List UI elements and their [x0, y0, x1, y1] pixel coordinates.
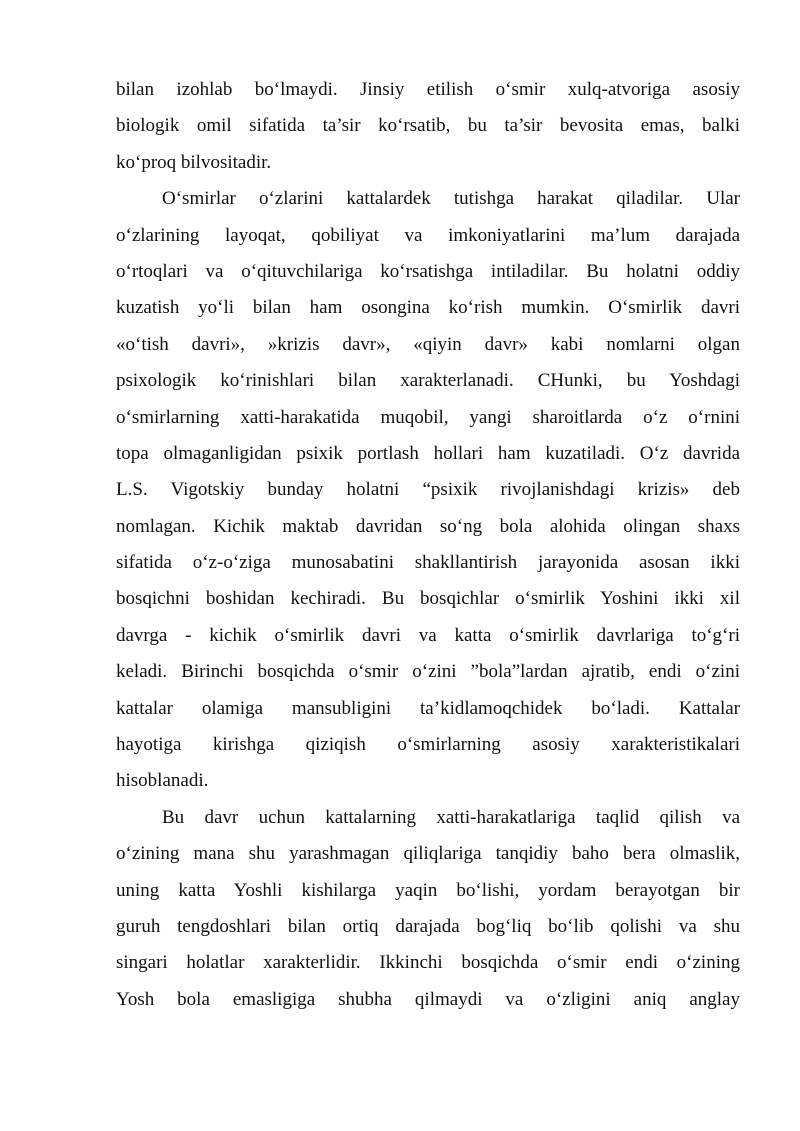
text-line: hayotiga kirishga qiziqish o‘smirlarning asosiy xarakteristikalari: [116, 734, 740, 756]
paragraph: [116, 800, 740, 1018]
text-line: O‘smirlar o‘zlarini kattalardek tutishga harakat qiladilar. Ular: [162, 188, 740, 210]
text-line: kattalar olamiga mansubligini ta’kidlamoqchidek bo‘ladi. Kattalar: [116, 697, 740, 719]
text-line: topa olmaganligidan psixik portlash hollari ham kuzatiladi. O‘z davrida: [116, 442, 740, 464]
text-line: bilan izohlab bo‘lmaydi. Jinsiy etilish o‘smir xulq-atvoriga asosiy: [116, 79, 740, 100]
text-line: keladi. Birinchi bosqichda o‘smir o‘zini ”bola”lardan ajratib, endi o‘zini: [116, 661, 740, 683]
document-body: [116, 72, 740, 1018]
text-line: o‘zlarining layoqat, qobiliyat va imkoniyatlarini ma’lum darajada: [116, 224, 740, 246]
text-line: psixologik ko‘rinishlari bilan xarakterlanadi. CHunki, bu Yoshdagi: [116, 370, 740, 392]
paragraph: [116, 181, 740, 800]
text-line: davrga - kichik o‘smirlik davri va katta o‘smirlik davrlariga to‘g‘ri: [116, 624, 740, 646]
text-line: singari holatlar xarakterlidir. Ikkinchi bosqichda o‘smir endi o‘zining: [116, 952, 740, 974]
text-line: o‘smirlarning xatti-harakatida muqobil, yangi sharoitlarda o‘z o‘rnini: [116, 406, 740, 428]
text-line: o‘zining mana shu yarashmagan qiliqlariga tanqidiy baho bera olmaslik,: [116, 843, 740, 865]
text-line: guruh tengdoshlari bilan ortiq darajada bog‘liq bo‘lib qolishi va shu: [116, 915, 740, 937]
text-line: uning katta Yoshli kishilarga yaqin bo‘lishi, yordam berayotgan bir: [116, 879, 740, 901]
text-line: L.S. Vigotskiy bunday holatni “psixik rivojlanishdagi krizis» deb: [116, 479, 740, 501]
text-line: biologik omil sifatida ta’sir ko‘rsatib, bu ta’sir bevosita emas, balki: [116, 115, 740, 137]
text-line: kuzatish yo‘li bilan ham osongina ko‘rish mumkin. O‘smirlik davri: [116, 297, 740, 319]
text-line: sifatida o‘z-o‘ziga munosabatini shakllantirish jarayonida asosan ikki: [116, 552, 740, 574]
text-line: hisoblanadi.: [116, 770, 209, 792]
text-line: nomlagan. Kichik maktab davridan so‘ng bola alohida olingan shaxs: [116, 515, 740, 537]
text-line: Bu davr uchun kattalarning xatti-harakatlariga taqlid qilish va: [162, 806, 740, 828]
text-line: Yosh bola emasligiga shubha qilmaydi va o‘zligini aniq anglay: [116, 988, 740, 1010]
text-line: ko‘proq bilvositadir.: [116, 151, 272, 173]
paragraph: [116, 72, 740, 181]
text-line: bosqichni boshidan kechiradi. Bu bosqichlar o‘smirlik Yoshini ikki xil: [116, 588, 740, 610]
text-line: o‘rtoqlari va o‘qituvchilariga ko‘rsatishga intiladilar. Bu holatni oddiy: [116, 260, 740, 282]
text-line: «o‘tish davri», »krizis davr», «qiyin davr» kabi nomlarni olgan: [116, 333, 740, 355]
